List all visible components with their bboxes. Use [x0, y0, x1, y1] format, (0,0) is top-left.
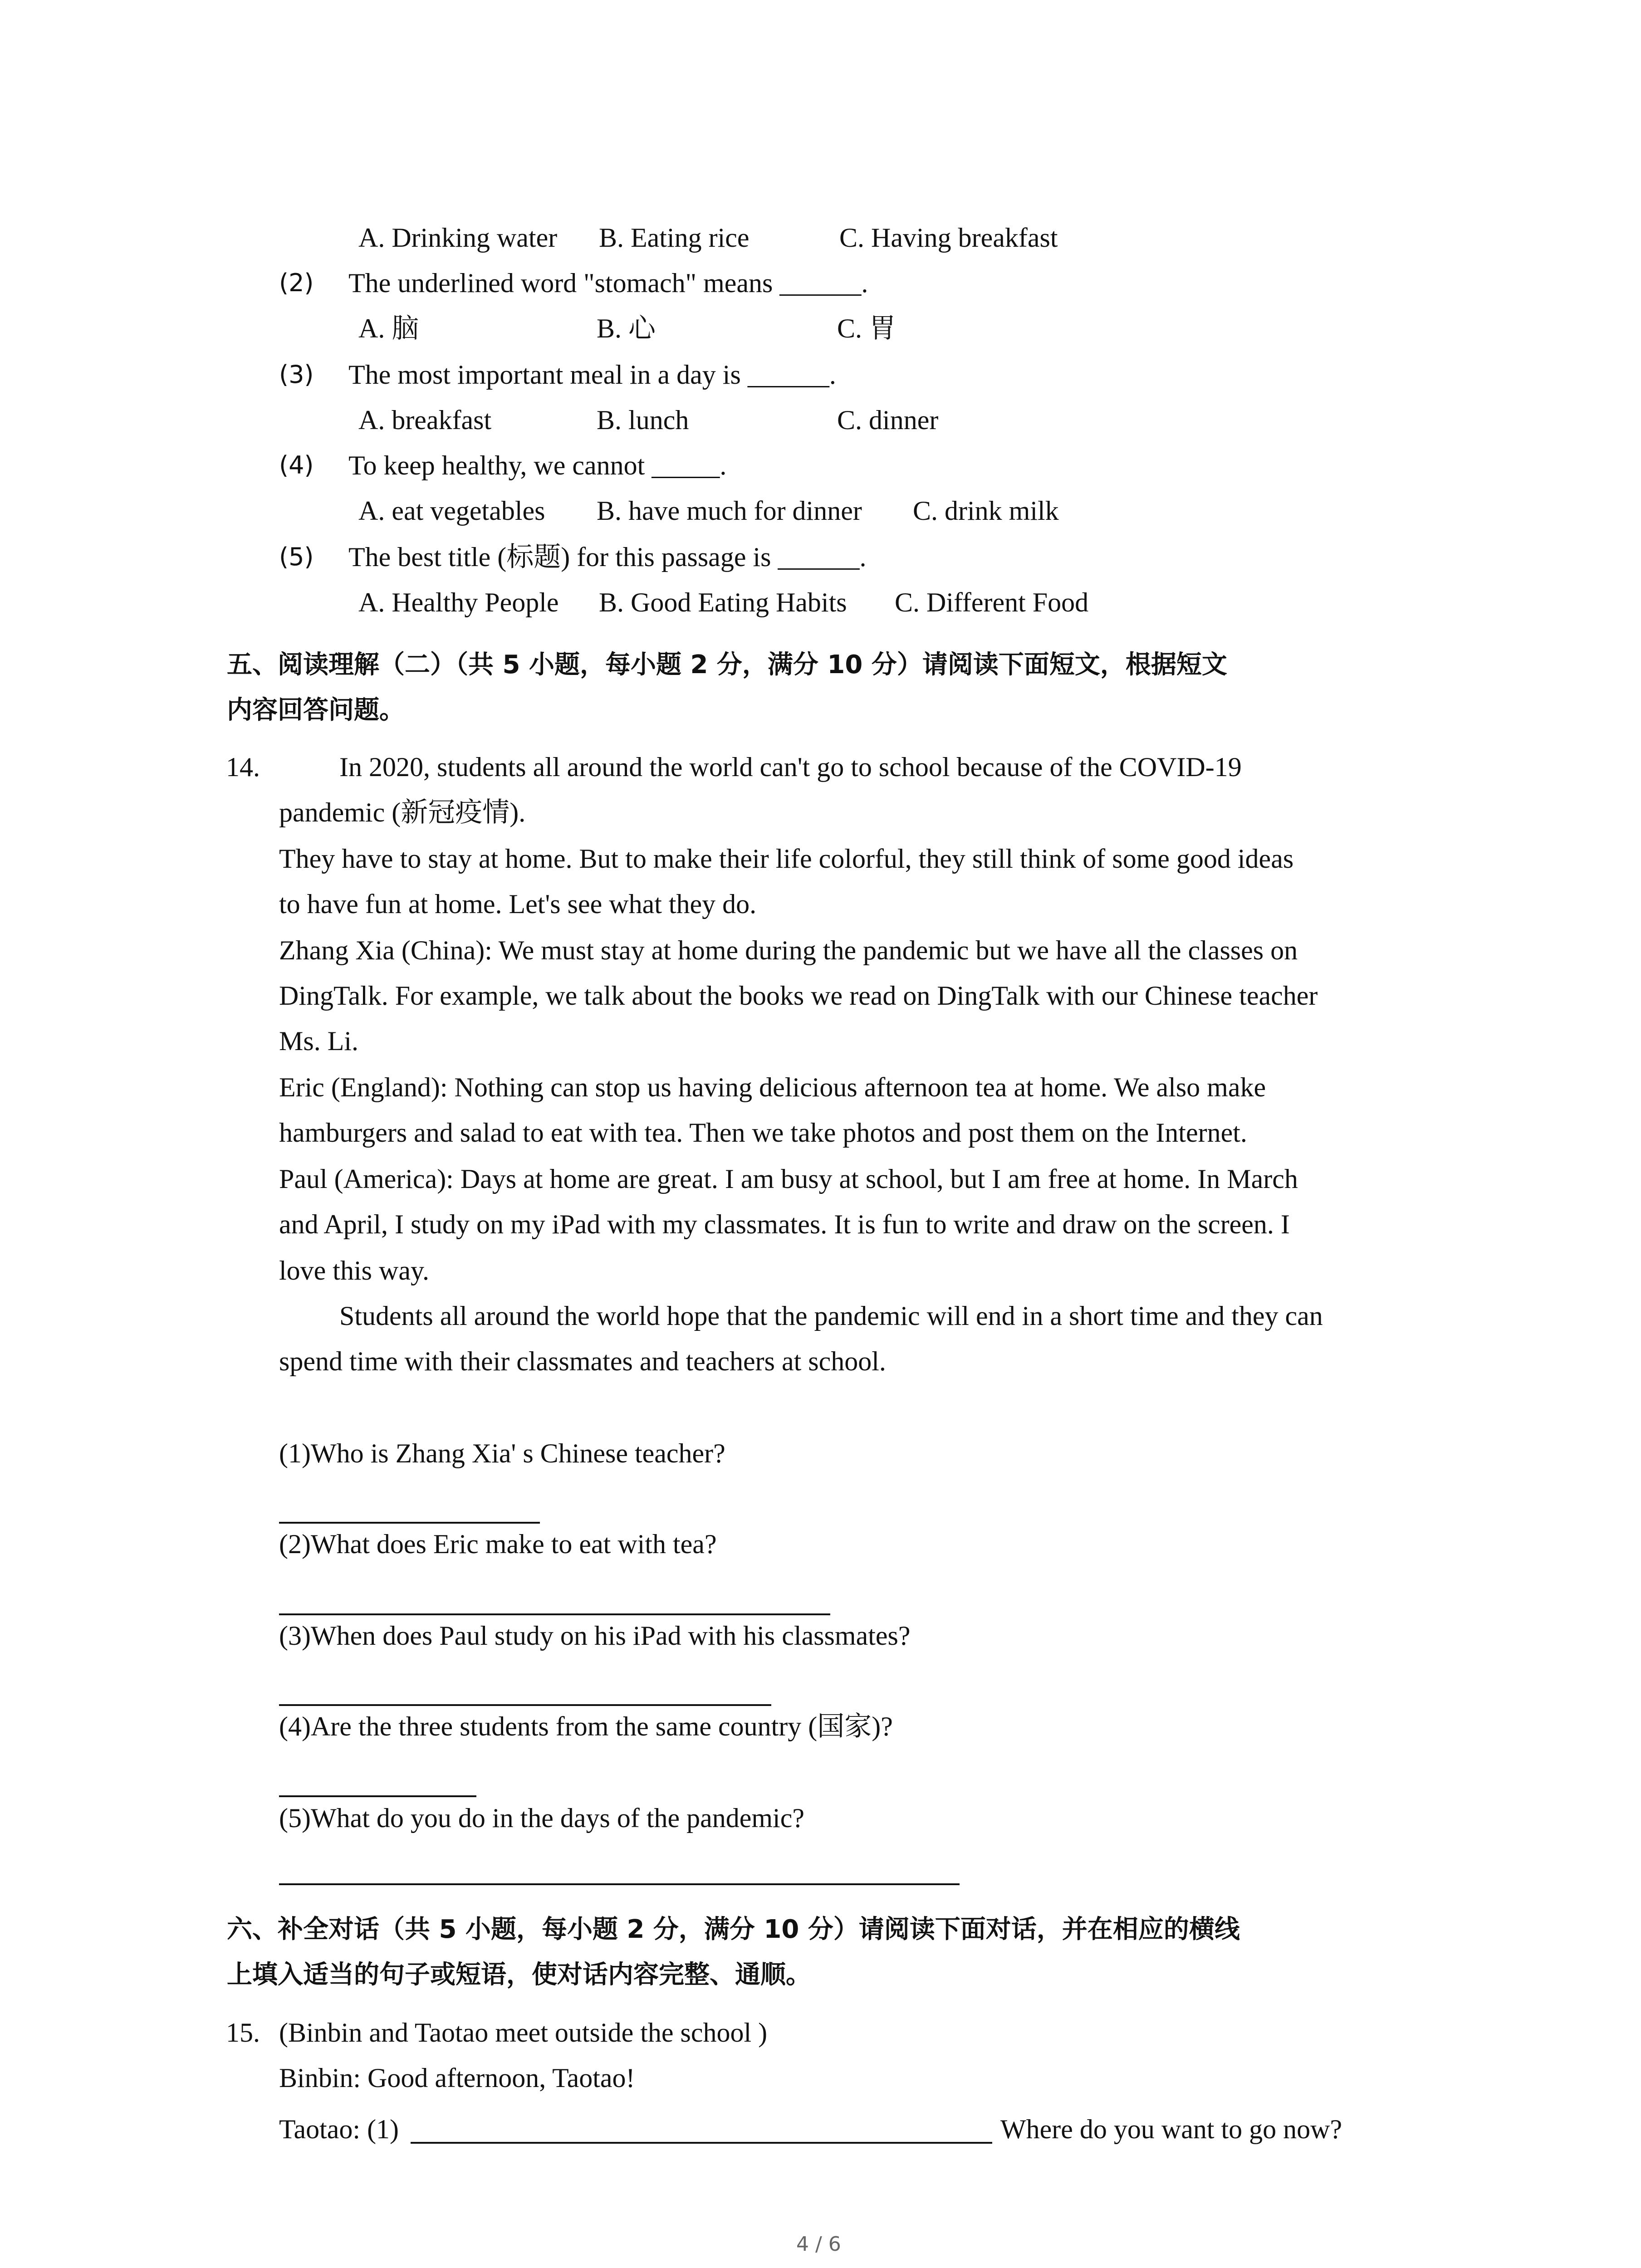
q14-passage-line: DingTalk. For example, we talk about the books we read on DingTalk with our Chinese teacher — [279, 981, 1318, 1011]
q15-taotao-suffix: Where do you want to go now? — [1000, 2114, 1342, 2144]
q14-question-2: (2)What does Eric make to eat with tea? — [279, 1529, 717, 1559]
page-number: 4 / 6 — [796, 2233, 841, 2256]
q14-question-3: (3)When does Paul study on his iPad with his classmates? — [279, 1621, 911, 1651]
section6-heading-line1: 六、补全对话（共 5 小题，每小题 2 分，满分 10 分）请阅读下面对话，并在相应的横线 — [227, 1915, 1240, 1944]
q14-passage-line: hamburgers and salad to eat with tea. Then we take photos and post them on the Internet. — [279, 1118, 1247, 1148]
q14-number: 14. — [226, 752, 260, 782]
section5-heading-line1: 五、阅读理解（二）（共 5 小题，每小题 2 分，满分 10 分）请阅读下面短文，根据短文 — [227, 650, 1227, 679]
section5-heading-line2: 内容回答问题。 — [227, 695, 405, 725]
q14-answer-blank-1[interactable] — [279, 1522, 540, 1524]
q14-passage-line: pandemic (新冠疫情). — [279, 797, 526, 827]
q14-passage-line: In 2020, students all around the world can't go to school because of the COVID-19 — [339, 752, 1242, 782]
q14-passage-line: Eric (England): Nothing can stop us having delicious afternoon tea at home. We also make — [279, 1072, 1266, 1102]
q13-3-number: (3) — [279, 360, 314, 389]
q14-answer-blank-4[interactable] — [279, 1795, 476, 1797]
q13-4-option-c: C. drink milk — [913, 496, 1059, 526]
q14-answer-blank-3[interactable] — [279, 1704, 771, 1706]
q13-4-number: (4) — [279, 451, 314, 479]
q13-3-option-c: C. dinner — [837, 405, 939, 435]
q13-2-option-b: B. 心 — [597, 313, 656, 343]
q14-question-1: (1)Who is Zhang Xia' s Chinese teacher? — [279, 1438, 725, 1468]
q13-5-option-a: A. Healthy People — [358, 587, 559, 617]
q14-passage-line: Paul (America): Days at home are great. I am busy at school, but I am free at home. In March — [279, 1164, 1298, 1194]
q13-4-text: To keep healthy, we cannot _____. — [348, 450, 727, 480]
q14-question-5: (5)What do you do in the days of the pandemic? — [279, 1803, 804, 1833]
q14-passage-line: Ms. Li. — [279, 1026, 359, 1056]
q15-dialogue-line: (Binbin and Taotao meet outside the school ) — [279, 2018, 768, 2048]
q13-5-option-c: C. Different Food — [895, 587, 1089, 617]
q13-2-number: (2) — [279, 269, 314, 297]
q15-dialogue-line: Binbin: Good afternoon, Taotao! — [279, 2063, 635, 2093]
q13-3-option-a: A. breakfast — [358, 405, 492, 435]
q13-1-option-a: A. Drinking water — [358, 223, 558, 253]
q13-1-option-c: C. Having breakfast — [839, 223, 1058, 253]
q15-number: 15. — [226, 2018, 260, 2048]
q15-taotao-prefix: Taotao: (1) — [279, 2114, 399, 2144]
q13-5-text: The best title (标题) for this passage is ______. — [348, 542, 867, 572]
q14-passage-line: They have to stay at home. But to make their life colorful, they still think of some good ideas — [279, 844, 1294, 874]
q14-passage-line: Students all around the world hope that the pandemic will end in a short time and they can — [339, 1301, 1323, 1331]
q14-passage-line: spend time with their classmates and teachers at school. — [279, 1346, 886, 1376]
q13-4-option-a: A. eat vegetables — [358, 496, 545, 526]
q14-passage-line: Zhang Xia (China): We must stay at home during the pandemic but we have all the classes on — [279, 935, 1298, 965]
q14-answer-blank-5[interactable] — [279, 1883, 960, 1885]
q13-2-option-c: C. 胃 — [837, 313, 896, 343]
q14-passage-line: love this way. — [279, 1256, 430, 1286]
q13-2-text: The underlined word "stomach" means ______. — [348, 268, 868, 298]
q13-5-number: (5) — [279, 543, 314, 571]
q14-passage-line: to have fun at home. Let's see what they do. — [279, 889, 757, 919]
section6-heading-line2: 上填入适当的句子或短语，使对话内容完整、通顺。 — [227, 1960, 811, 1989]
q15-answer-blank-1[interactable] — [411, 2142, 992, 2144]
q14-passage-line: and April, I study on my iPad with my classmates. It is fun to write and draw on the screen. I — [279, 1209, 1290, 1239]
q13-2-option-a: A. 脑 — [358, 313, 419, 343]
q13-1-option-b: B. Eating rice — [599, 223, 749, 253]
q13-5-option-b: B. Good Eating Habits — [599, 587, 847, 617]
q14-question-4: (4)Are the three students from the same country (国家)? — [279, 1711, 893, 1741]
q13-4-option-b: B. have much for dinner — [597, 496, 862, 526]
q14-answer-blank-2[interactable] — [279, 1613, 830, 1615]
q13-3-option-b: B. lunch — [597, 405, 689, 435]
q13-3-text: The most important meal in a day is ______. — [348, 360, 836, 390]
